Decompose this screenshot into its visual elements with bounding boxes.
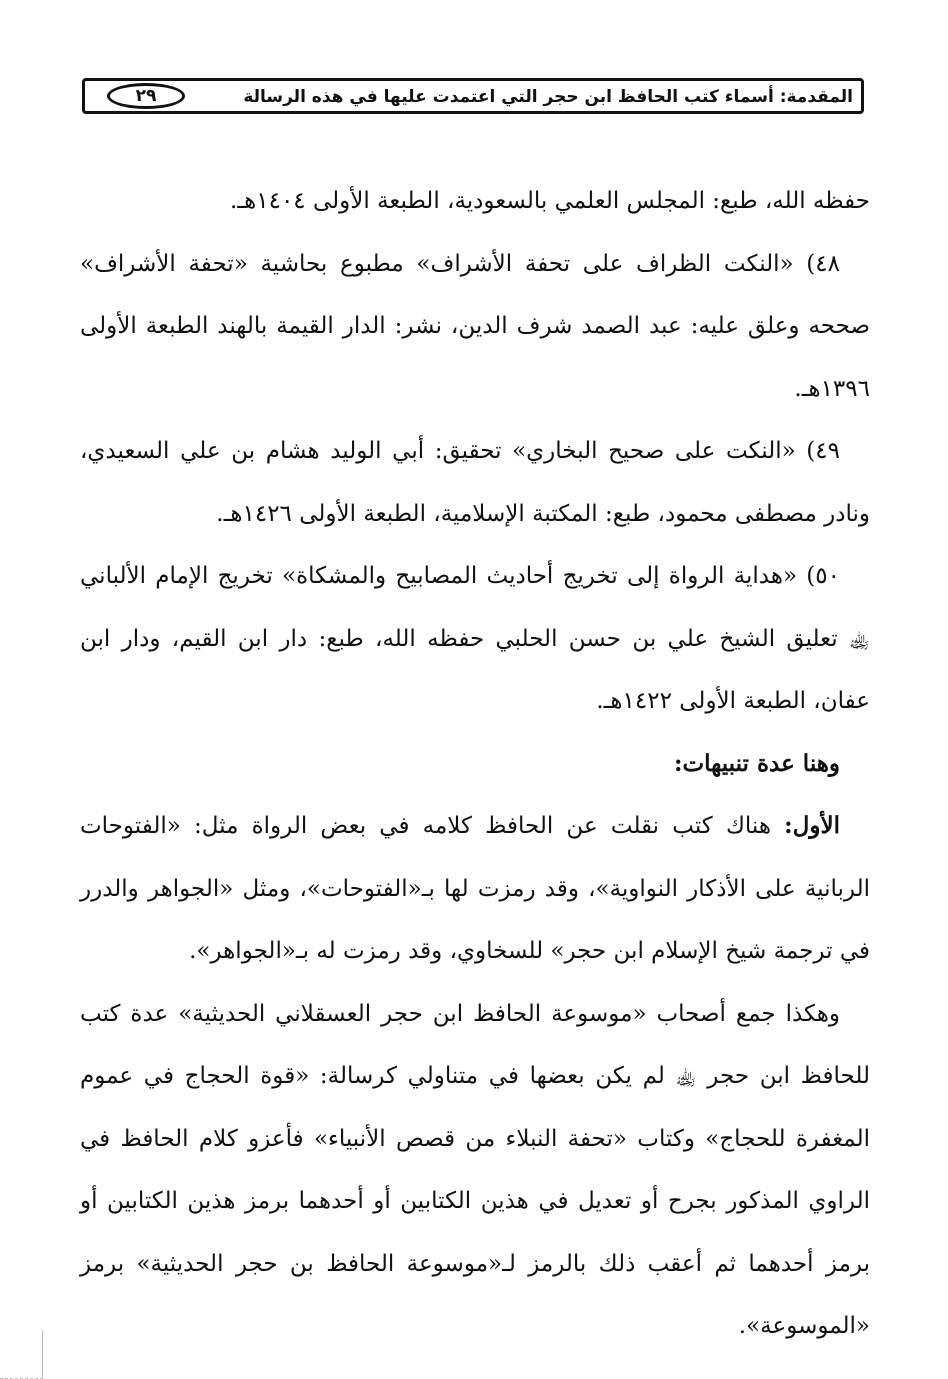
paragraph-item-48: [80, 233, 870, 421]
paragraph-text: ٤٨) «النكت الظراف على تحفة الأشراف» مطبوع بحاشية «تحفة الأشراف» صححه وعلق عليه: عبد الصمد شرف الدين، نشر: الدار القيمة بالهند الطبعة الأولى ١٣٩٦هـ.: [80, 250, 870, 402]
page-number: ٢٩: [107, 83, 185, 109]
page-header: [82, 78, 864, 114]
paragraph-item-49: [80, 420, 870, 545]
paragraph-item-50: [80, 545, 870, 733]
header-title: المقدمة: أسماء كتب الحافظ ابن حجر التي اعتمدت عليها في هذه الرسالة: [243, 87, 853, 107]
paragraph-text: حفظه الله، طبع: المجلس العلمي بالسعودية، الطبعة الأولى ١٤٠٤هـ.: [230, 188, 870, 214]
paragraph-text: ٤٩) «النكت على صحيح البخاري» تحقيق: أبي الوليد هشام بن علي السعيدي، ونادر مصطفى محمود، طبع: المكتبة الإسلامية، الطبعة الأولى ١٤٢٦هـ.: [80, 438, 870, 527]
paragraph-lead: الأول:: [784, 812, 840, 839]
paragraph-text: وهكذا جمع أصحاب «موسوعة الحافظ ابن حجر العسقلاني الحديثية» عدة كتب للحافظ ابن حجر ﵀ لم يكن بعضها في متناولي كرسالة: «قوة الحجاج في عموم المغفرة للحجاج» وكتاب «تحفة النبلاء من قصص الأنبياء» فأعزو كلام الحافظ في الراوي المذكور بجرح أو تعديل في هذين الكتابين أو أحدهما برمز هذين الكتابين أو برمز أحدهما ثم أعقب ذلك بالرمز لـ«موسوعة الحافظ بن حجر الحديثية» برمز «الموسوعة».: [80, 1000, 870, 1339]
notes-heading-text: وهنا عدة تنبيهات:: [673, 749, 840, 777]
notes-heading: [80, 733, 870, 796]
paragraph-continuation: [80, 170, 870, 233]
page-body: [80, 170, 870, 1358]
paragraph-first-note: [80, 795, 870, 983]
scan-corner-mark: [0, 1330, 43, 1379]
paragraph-text: هناك كتب نقلت عن الحافظ كلامه في بعض الرواة مثل: «الفتوحات الربانية على الأذكار النواوية»، وقد رمزت لها بـ«الفتوحات»، ومثل «الجواهر والدرر في ترجمة شيخ الإسلام ابن حجر» للسخاوي، وقد رمزت له بـ«الجواهر».: [80, 813, 870, 964]
paragraph-mawsuah: [80, 983, 870, 1358]
paragraph-text: ٥٠) «هداية الرواة إلى تخريج أحاديث المصابيح والمشكاة» تخريج الإمام الألباني ﵀ تعليق الشيخ علي بن حسن الحلبي حفظه الله، طبع: دار ابن القيم، ودار ابن عفان، الطبعة الأولى ١٤٢٢هـ.: [80, 563, 870, 714]
